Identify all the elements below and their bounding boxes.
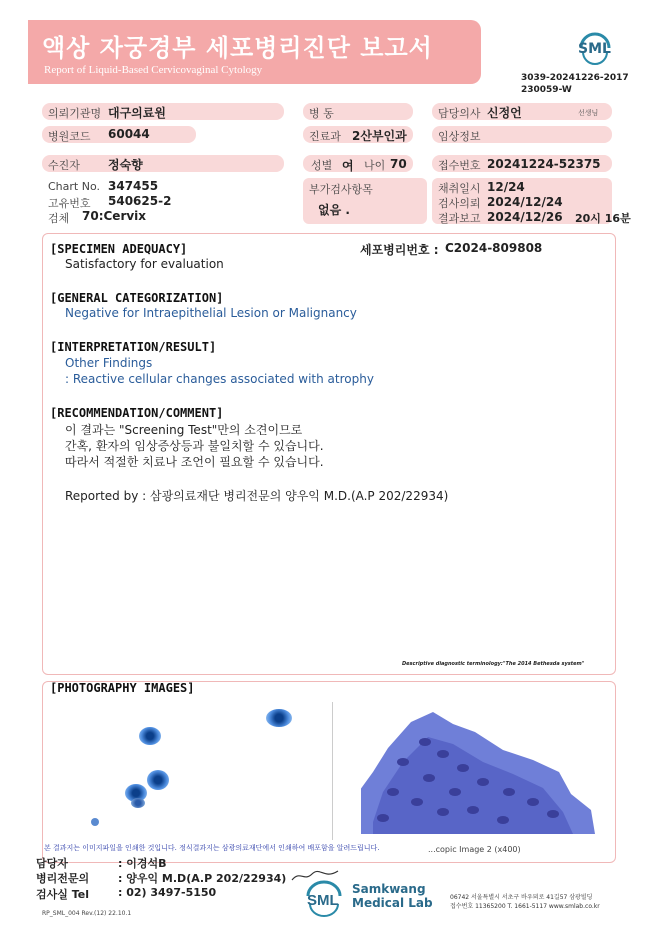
rec-line-1: 이 결과는 "Screening Test"만의 소견이므로 — [65, 423, 303, 437]
sml-logo — [575, 28, 615, 68]
doc-number: 3039-20241226-2017 230059-W — [521, 73, 629, 95]
request-value: 2024/12/24 — [487, 195, 563, 209]
reported-by: Reported by : 삼광의료재단 병리전문의 양우익 M.D.(A.P 202/22934) — [65, 489, 449, 503]
code-value: 60044 — [108, 127, 150, 141]
sex-label: 성별 — [311, 159, 333, 172]
id-label: 고유번호 — [48, 197, 91, 210]
pathologist-label: 병리전문의 — [36, 872, 90, 885]
photo-caption-2: ...copic Image 2 (x400) — [428, 845, 521, 854]
lab-address: 06742 서울특별시 서초구 바우뫼로 41길57 삼광빌딩 접수번호 11365200 T. 1661-5117 www.smlab.co.kr — [450, 894, 600, 910]
photo-image-2 — [332, 702, 595, 840]
logo-text: SML — [578, 41, 611, 57]
extra-label: 부가검사항목 — [309, 183, 373, 196]
report-title: 액상 자궁경부 세포병리진단 보고서 — [42, 34, 433, 62]
path-no-label: 세포병리번호 : — [360, 243, 439, 257]
printout-notice: 본 결과지는 이미지파일을 인쇄한 것입니다. 정식결과지는 삼광의료재단에서 인쇄하여 배포함을 알려드립니다. — [44, 844, 380, 852]
rec-line-3: 따라서 적절한 치료나 조언이 필요할 수 있습니다. — [65, 455, 324, 469]
cell-cluster — [333, 702, 595, 840]
code-label: 병원코드 — [48, 130, 91, 143]
terminology-note: Descriptive diagnostic terminology:"The 2014 Bethesda system" — [402, 661, 585, 667]
photo-heading: [PHOTOGRAPHY IMAGES] — [50, 681, 195, 695]
dept-value: 2산부인과 — [352, 129, 407, 143]
result-value: 2024/12/26 — [487, 210, 563, 224]
doctor-suffix: 선생님 — [578, 109, 599, 117]
extra-value: 없음 . — [318, 203, 350, 217]
sex-value: 여 — [342, 159, 354, 173]
interp-text-2: : Reactive cellular changes associated with atrophy — [65, 372, 374, 386]
interp-heading: [INTERPRETATION/RESULT] — [50, 340, 217, 354]
age-label: 나이 — [364, 159, 386, 172]
patient-label: 수진자 — [48, 159, 80, 172]
form-number: RP_SML_004 Rev.(12) 22.10.1 — [42, 910, 132, 917]
general-heading: [GENERAL CATEGORIZATION] — [50, 291, 224, 305]
rec-heading: [RECOMMENDATION/COMMENT] — [50, 406, 224, 420]
request-label: 검사의뢰 — [438, 197, 481, 210]
staff-label: 담당자 — [36, 857, 68, 870]
staff-value: : 이경석B — [118, 857, 167, 870]
chart-label: Chart No. — [48, 180, 100, 193]
photo-image-1 — [55, 702, 327, 840]
result-label: 결과보고 — [438, 212, 481, 225]
cell — [147, 770, 169, 790]
cell — [91, 818, 99, 826]
ward-label: 병 동 — [309, 107, 334, 120]
cell — [266, 709, 292, 727]
adequacy-text: Satisfactory for evaluation — [65, 257, 224, 271]
report-subtitle: Report of Liquid-Based Cervicovaginal Cytology — [44, 64, 263, 76]
dept-label: 진료과 — [309, 130, 341, 143]
collect-value: 12/24 — [487, 180, 525, 194]
doctor-label: 담당의사 — [438, 107, 481, 120]
rec-line-2: 간혹, 환자의 임상증상등과 불일치할 수 있습니다. — [65, 439, 324, 453]
tel-label: 검사실 Tel — [36, 888, 89, 901]
specimen-value: 70:Cervix — [82, 209, 147, 223]
specimen-label: 검체 — [48, 212, 70, 225]
pathologist-value: : 양우익 M.D(A.P 202/22934) — [118, 872, 287, 885]
collect-label: 채취일시 — [438, 182, 481, 195]
cell — [139, 727, 161, 745]
receipt-value: 20241224-52375 — [487, 157, 601, 171]
footer-sml-logo — [302, 878, 346, 918]
lab-name: Samkwang Medical Lab — [352, 882, 433, 910]
age-value: 70 — [390, 157, 407, 171]
svg-text:SML: SML — [307, 892, 339, 909]
id-value: 540625-2 — [108, 194, 172, 208]
tel-value: : 02) 3497-5150 — [118, 886, 217, 899]
doctor-value: 신정언 — [487, 106, 522, 120]
result-time: 20시 16분 — [575, 212, 631, 225]
hospital-value: 대구의료원 — [108, 106, 166, 120]
chart-value: 347455 — [108, 179, 159, 193]
general-text: Negative for Intraepithelial Lesion or Malignancy — [65, 306, 357, 320]
hospital-label: 의뢰기관명 — [48, 107, 102, 120]
patient-value: 정숙향 — [108, 158, 143, 172]
path-no-value: C2024-809808 — [445, 241, 543, 255]
receipt-label: 접수번호 — [438, 159, 481, 172]
clinical-label: 임상정보 — [438, 130, 481, 143]
adequacy-heading: [SPECIMEN ADEQUACY] — [50, 242, 188, 256]
cell — [131, 798, 145, 808]
interp-text-1: Other Findings — [65, 356, 153, 370]
